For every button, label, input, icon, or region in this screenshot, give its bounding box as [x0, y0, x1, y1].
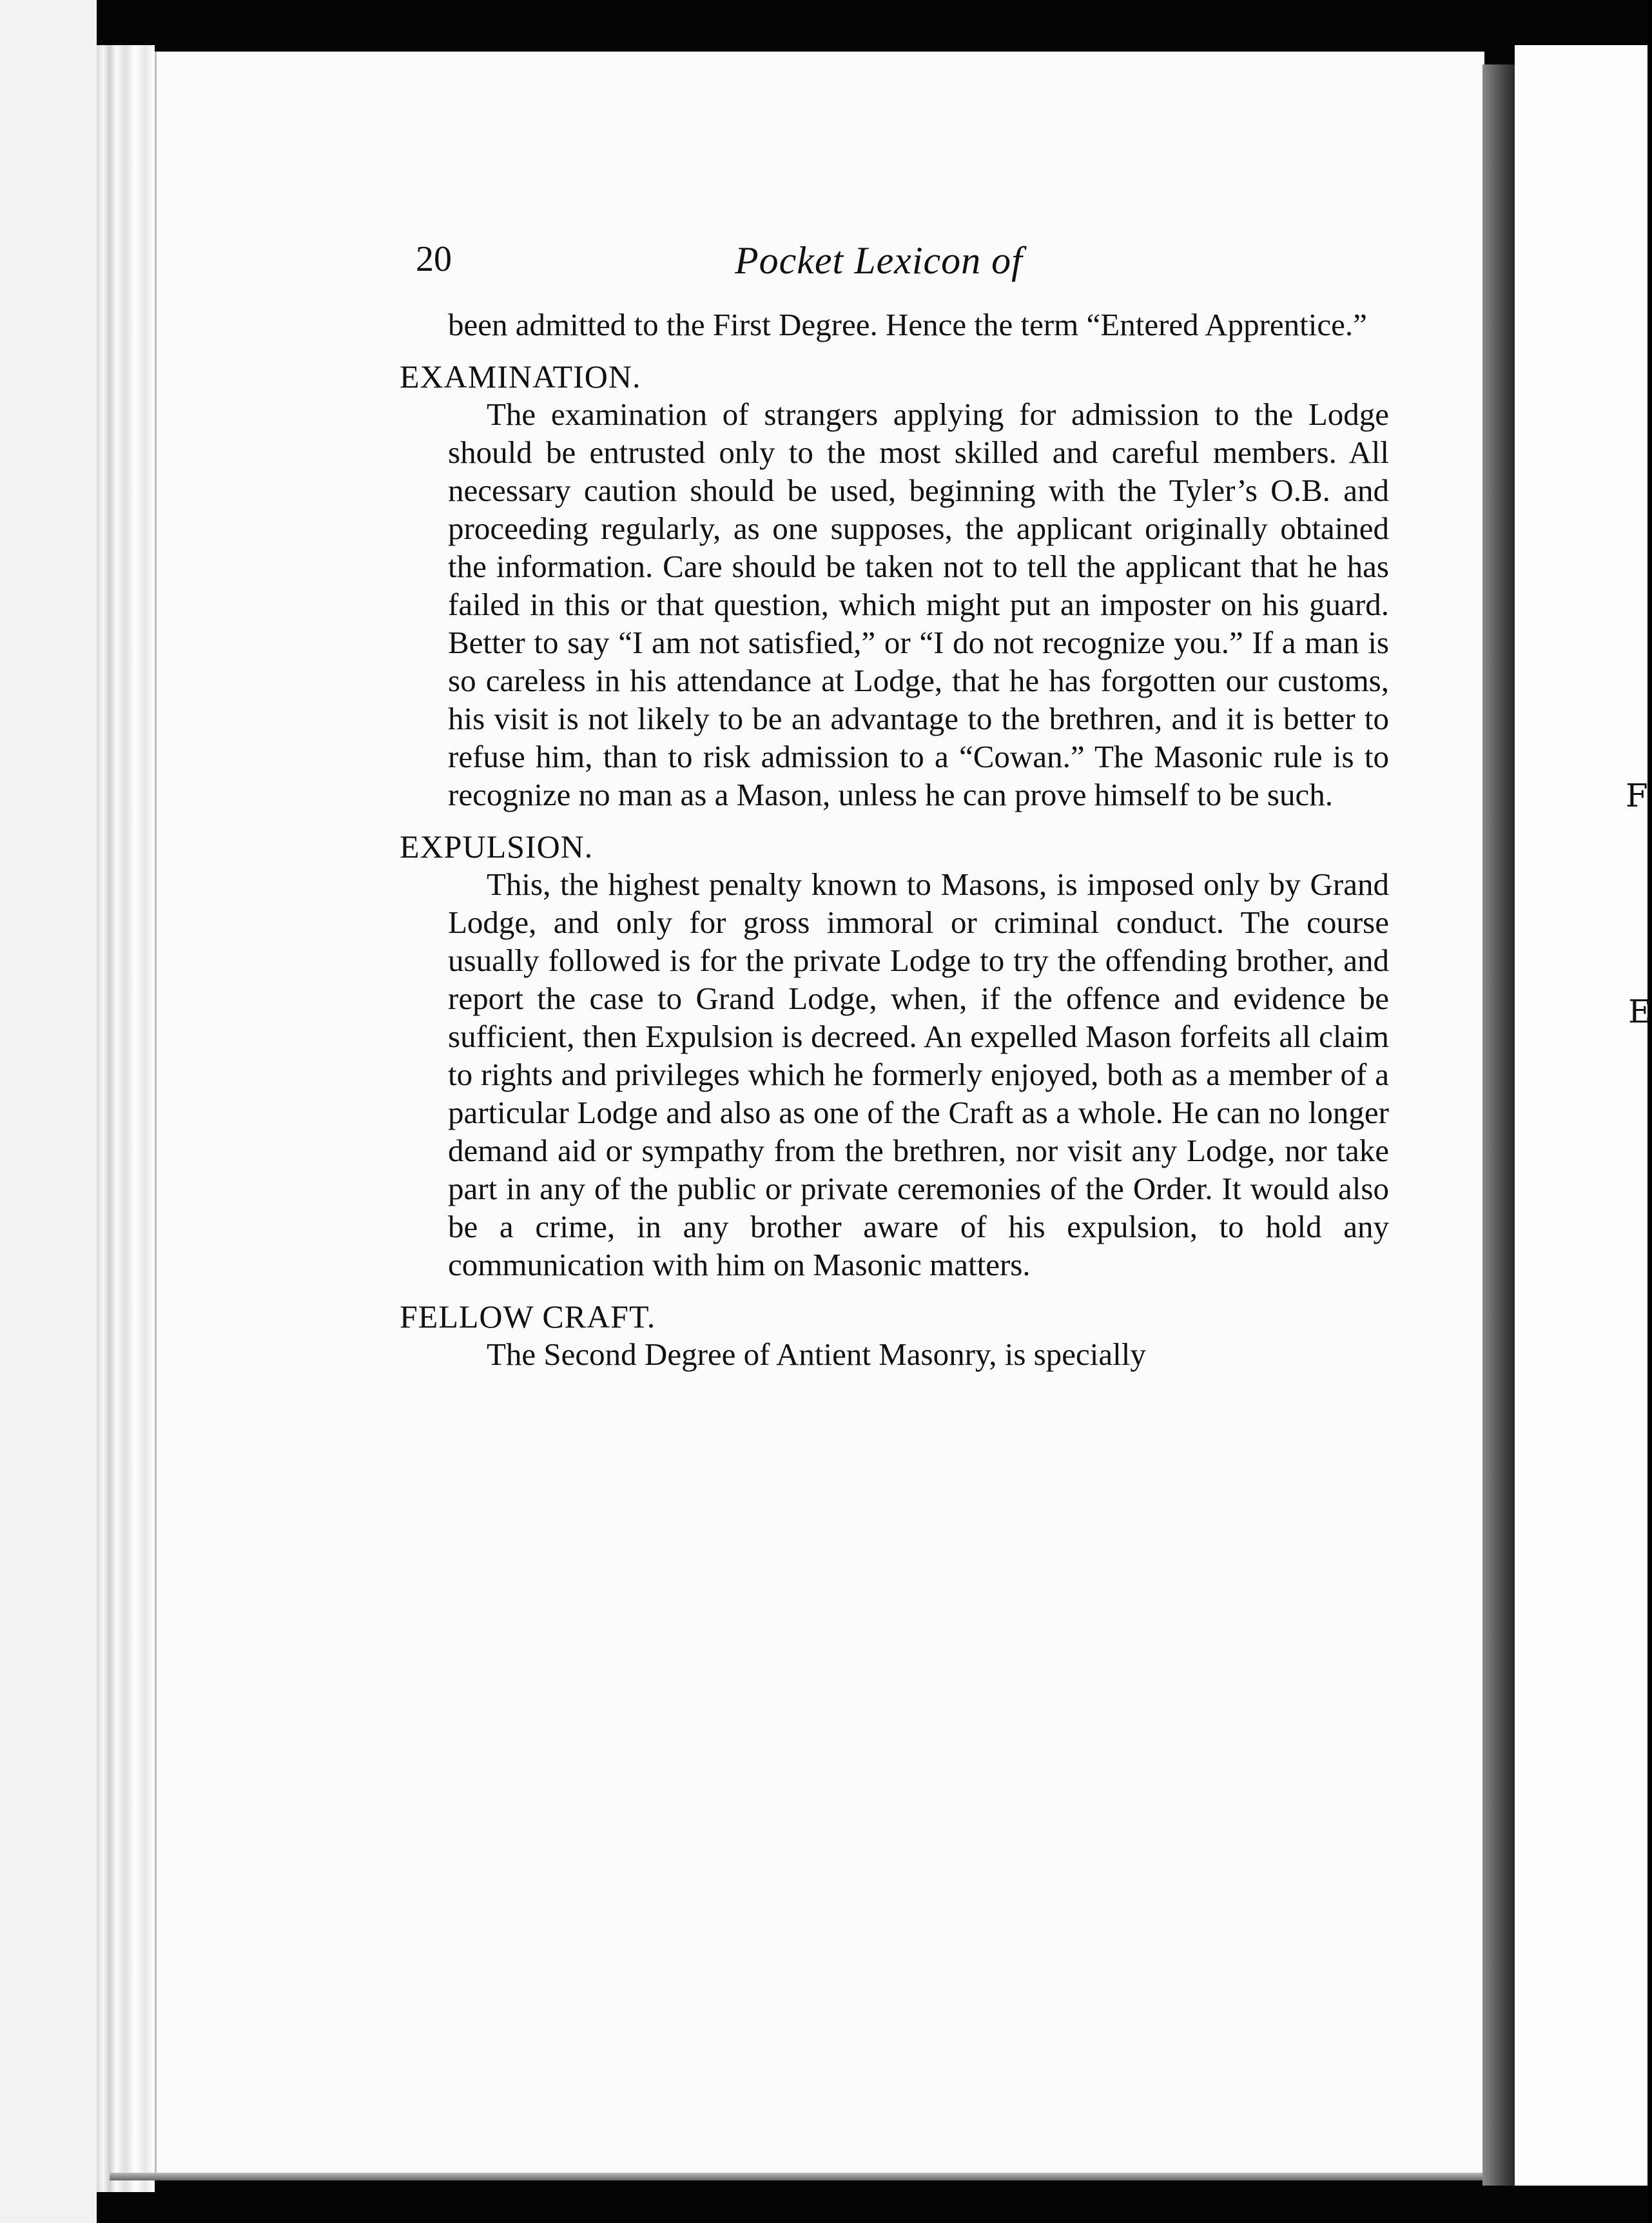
book-gutter	[1482, 64, 1515, 2186]
entry-body: The examination of strangers applying for admission to the Lodge should be entrusted only to the most skilled and careful members. All necessary caution should be used, beginning with the Tyler’s O.B. and proceeding regularly, as one supposes, the applicant originally obtained the information. Care should be taken not to tell the applicant that he has failed in this or that question, which might put an imposter on his guard. Better to say “I am not satisfied,” or “I do not recognize you.” If a man is so careless in his attendance at Lodge, that he has forgotten our customs, his visit is not likely to be an advantage to the brethren, and it is better to refuse him, than to risk admission to a “Cowan.” The Masonic rule is to recognize no man as a Mason, unless he can prove himself to be such.	[448, 397, 1389, 812]
page-number: 20	[416, 239, 452, 279]
entry-body: The Second Degree of Antient Masonry, is specially	[487, 1337, 1146, 1372]
facing-page-letter: F	[1626, 777, 1648, 814]
continuation-paragraph: been admitted to the First Degree. Hence the term “Entered Apprentice.”	[448, 307, 1367, 342]
lexicon-entry	[400, 1298, 1392, 1373]
running-header	[400, 239, 1392, 290]
page-edge-stack	[97, 45, 155, 2192]
entry-heading: FELLOW CRAFT.	[400, 1298, 656, 1335]
lexicon-entry	[400, 358, 1392, 814]
entry-body: This, the highest penalty known to Masons, is imposed only by Grand Lodge, and only for gross immoral or criminal conduct. The course usually followed is for the private Lodge to try the offending brother, and report the case to Grand Lodge, when, if the offence and evidence be sufficient, then Expulsion is decreed. An expelled Mason forfeits all claim to rights and privileges which he formerly enjoyed, both as a member of a particular Lodge and also as one of the Craft as a whole. He can no longer demand aid or sympathy from the brethren, nor visit any Lodge, nor take part in any of the public or private ceremonies of the Order. It would also be a crime, in any brother aware of his expulsion, to hold any communication with him on Masonic matters.	[448, 867, 1389, 1282]
entry-heading: EXPULSION.	[400, 828, 594, 865]
entry-heading: EXAMINATION.	[400, 358, 641, 395]
facing-page-letter: E	[1628, 993, 1652, 1030]
page-text	[400, 239, 1392, 1373]
scanner-bed-margin	[0, 0, 97, 2223]
running-title: Pocket Lexicon of	[735, 239, 1023, 282]
lexicon-entry	[400, 828, 1392, 1284]
facing-page	[1515, 45, 1647, 2186]
page-bottom-edge	[110, 2173, 1489, 2180]
